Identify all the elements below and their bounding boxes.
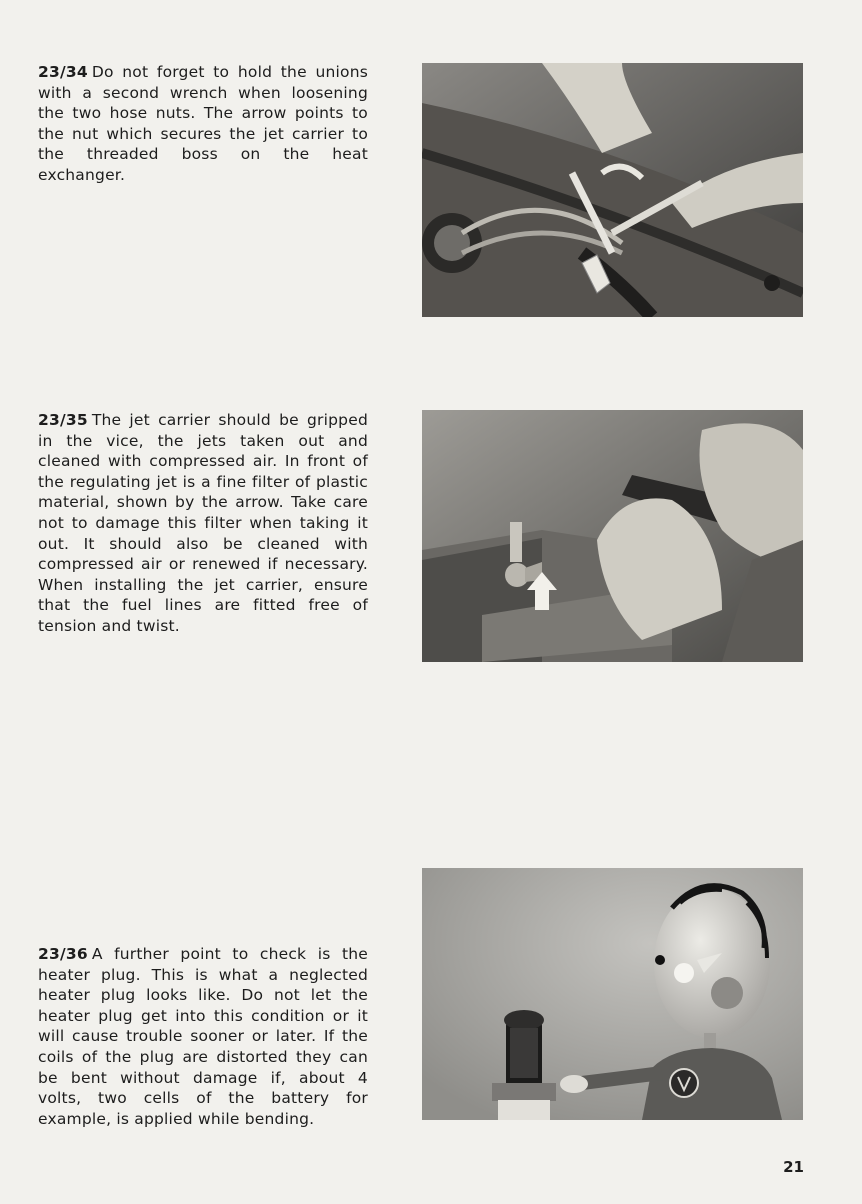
section-23-36-text bbox=[38, 944, 368, 1129]
section-23-35-text bbox=[38, 410, 368, 637]
photo-wrench-on-hose-nuts bbox=[422, 63, 803, 317]
photo-jet-carrier-in-vice bbox=[422, 410, 803, 662]
section-body: The jet carrier should be gripped in the vice, the jets taken out and cleaned with compressed air. In front of the regulating jet is a fine filter of plastic material, shown by the arrow. Take care not to damage this filter when taking it out. It should also be cleaned with compressed air or renewed if necessary. When installing the jet carrier, ensure that the fuel lines are fitted free of tension and twist. bbox=[38, 411, 368, 635]
section-body: Do not forget to hold the unions with a second wrench when loosening the two hose nuts. The arrow points to the nut which secures the jet carrier to the threaded boss on the heat exchanger. bbox=[38, 63, 368, 184]
section-ref: 23/36 bbox=[38, 945, 88, 963]
page-number: 21 bbox=[783, 1158, 804, 1176]
section-23-34-text bbox=[38, 62, 368, 186]
photo-heater-plug-puppet bbox=[422, 868, 803, 1120]
section-body: A further point to check is the heater plug. This is what a neglected heater plug looks like. Do not let the heater plug get into this condition or it will cause trouble sooner or later. If the coils of the plug are distorted they can be bent without damage if, about 4 volts, two cells of the battery for example, is applied while bending. bbox=[38, 945, 368, 1128]
section-ref: 23/35 bbox=[38, 411, 88, 429]
section-ref: 23/34 bbox=[38, 63, 88, 81]
